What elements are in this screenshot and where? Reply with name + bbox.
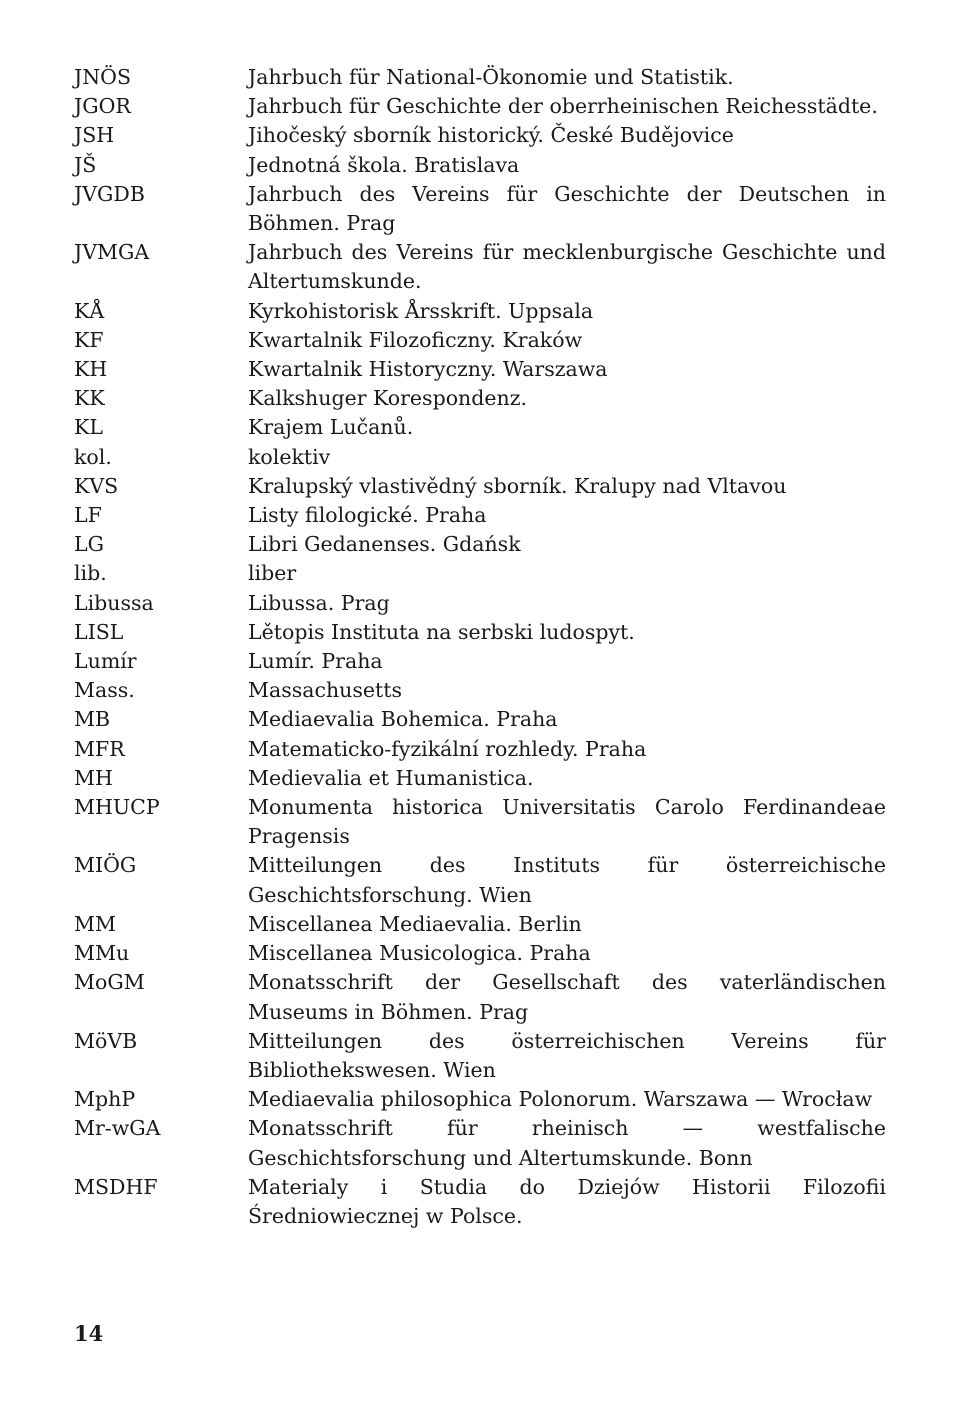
abbreviation-expansion: Jahrbuch für Geschichte der oberrheinischen Reichesstädte. (248, 94, 878, 119)
abbreviation: LG (74, 532, 104, 557)
abbreviation: MSDHF (74, 1174, 158, 1199)
abbreviation-entry (74, 968, 886, 1026)
abbreviation-entry (74, 1114, 886, 1172)
abbreviation-entry (74, 472, 886, 501)
abbreviation-expansion: Kyrkohistorisk Årsskrift. Uppsala (248, 298, 594, 323)
abbreviation-expansion: Monatsschrift der Gesellschaft des vaterländischen Museums in Böhmen. Prag (248, 970, 886, 1024)
abbreviation-expansion: Matematicko-fyzikální rozhledy. Praha (248, 736, 647, 761)
abbreviation-entry (74, 618, 886, 647)
abbreviation-expansion: Mitteilungen des Instituts für österreichische Geschichtsforschung. Wien (248, 853, 886, 907)
abbreviation: LISL (74, 619, 124, 644)
abbreviation-entry (74, 910, 886, 939)
abbreviation: JVGDB (74, 181, 145, 206)
abbreviation-expansion: Jihočeský sborník historický. České Budějovice (248, 123, 734, 148)
abbreviation: Mr-wGA (74, 1116, 161, 1141)
abbreviation-expansion: Massachusetts (248, 678, 403, 703)
abbreviation: MöVB (74, 1028, 138, 1053)
abbreviation-list (74, 63, 886, 1231)
abbreviation-entry (74, 121, 886, 150)
abbreviation-entry (74, 559, 886, 588)
abbreviation: JNÖS (74, 65, 132, 89)
abbreviation: KF (74, 327, 104, 352)
abbreviation-entry (74, 705, 886, 734)
abbreviation-entry (74, 355, 886, 384)
abbreviation: JSH (74, 123, 115, 148)
abbreviation-entry (74, 851, 886, 909)
abbreviation-entry (74, 413, 886, 442)
abbreviation-expansion: liber (248, 561, 297, 586)
abbreviation-expansion: Jahrbuch des Vereins für Geschichte der Deutschen in Böhmen. Prag (248, 181, 886, 236)
abbreviation: MB (74, 707, 111, 732)
abbreviation-expansion: Krajem Lučanů. (248, 415, 414, 440)
abbreviation: MMu (74, 941, 130, 966)
abbreviation: MphP (74, 1087, 136, 1112)
abbreviation-expansion: Mediaevalia Bohemica. Praha (248, 707, 558, 732)
abbreviation: JGOR (74, 94, 131, 119)
abbreviation: MIÖG (74, 853, 137, 878)
abbreviation-entry (74, 63, 886, 92)
abbreviation: MFR (74, 736, 125, 761)
abbreviation-entry (74, 530, 886, 559)
abbreviation-entry (74, 735, 886, 764)
abbreviation: MoGM (74, 970, 145, 995)
abbreviation-expansion: Kalkshuger Korespondenz. (248, 386, 528, 411)
abbreviation: lib. (74, 561, 107, 586)
abbreviation: LF (74, 503, 102, 528)
abbreviation-expansion: Materialy i Studia do Dziejów Historii Filozofii Średniowiecznej w Polsce. (248, 1174, 886, 1228)
abbreviation-entry (74, 151, 886, 180)
abbreviation-entry (74, 384, 886, 413)
abbreviation-entry (74, 1173, 886, 1231)
abbreviation-entry (74, 92, 886, 121)
abbreviation: KH (74, 357, 108, 382)
abbreviation-expansion: Libussa. Prag (248, 590, 390, 615)
abbreviation: Libussa (74, 590, 154, 615)
abbreviation-expansion: Kwartalnik Filozoficzny. Kraków (248, 327, 583, 352)
abbreviation: MM (74, 911, 116, 936)
abbreviation-entry (74, 676, 886, 705)
abbreviation: Lumír (74, 649, 137, 674)
abbreviation-entry (74, 939, 886, 968)
abbreviation-expansion: Lětopis Instituta na serbski ludospyt. (248, 619, 635, 644)
abbreviation-entry (74, 443, 886, 472)
abbreviation-entry (74, 297, 886, 326)
abbreviation-entry (74, 326, 886, 355)
abbreviation: JŠ (74, 152, 97, 177)
abbreviation-expansion: Listy filologické. Praha (248, 503, 487, 528)
abbreviation: KÅ (74, 298, 105, 323)
abbreviation-expansion: Jahrbuch für National-Ökonomie und Statistik. (248, 65, 734, 89)
abbreviation-expansion: Kralupský vlastivědný sborník. Kralupy nad Vltavou (248, 473, 787, 498)
abbreviation-entry (74, 589, 886, 618)
abbreviation-expansion: Jednotná škola. Bratislava (248, 152, 520, 177)
abbreviation-expansion: Kwartalnik Historyczny. Warszawa (248, 357, 608, 382)
abbreviation-expansion: Monumenta historica Universitatis Carolo Ferdinandeae Pragensis (248, 795, 886, 849)
abbreviation: kol. (74, 444, 112, 469)
abbreviation-entry (74, 1027, 886, 1085)
abbreviation: JVMGA (74, 240, 150, 265)
abbreviation-expansion: Medievalia et Humanistica. (248, 765, 534, 790)
abbreviation-entry (74, 1085, 886, 1114)
abbreviation: KL (74, 415, 103, 440)
abbreviation: MHUCP (74, 795, 160, 820)
page-number: 14 (74, 1321, 104, 1346)
abbreviation-expansion: Monatsschrift für rheinisch — westfalische Geschichtsforschung und Altertumskunde. Bonn (248, 1116, 886, 1170)
abbreviation: Mass. (74, 678, 135, 703)
abbreviation-expansion: Jahrbuch des Vereins für mecklenburgische Geschichte und Altertumskunde. (248, 240, 886, 294)
abbreviation-expansion: Mitteilungen des österreichischen Vereins für Bibliothekswesen. Wien (248, 1028, 886, 1082)
abbreviation-expansion: Libri Gedanenses. Gdańsk (248, 532, 521, 557)
abbreviation: MH (74, 765, 113, 790)
abbreviation-expansion: Mediaevalia philosophica Polonorum. Warszawa — Wrocław (248, 1087, 873, 1112)
abbreviation-entry (74, 501, 886, 530)
abbreviation-expansion: Miscellanea Mediaevalia. Berlin (248, 911, 582, 936)
abbreviation-entry (74, 180, 886, 238)
abbreviation-entry (74, 764, 886, 793)
abbreviation-entry (74, 238, 886, 296)
abbreviation: KK (74, 386, 105, 411)
abbreviation-expansion: Lumír. Praha (248, 649, 383, 674)
abbreviation-entry (74, 647, 886, 676)
abbreviation-expansion: Miscellanea Musicologica. Praha (248, 941, 591, 966)
abbreviation: KVS (74, 473, 119, 498)
abbreviation-expansion: kolektiv (248, 444, 331, 469)
abbreviation-entry (74, 793, 886, 851)
